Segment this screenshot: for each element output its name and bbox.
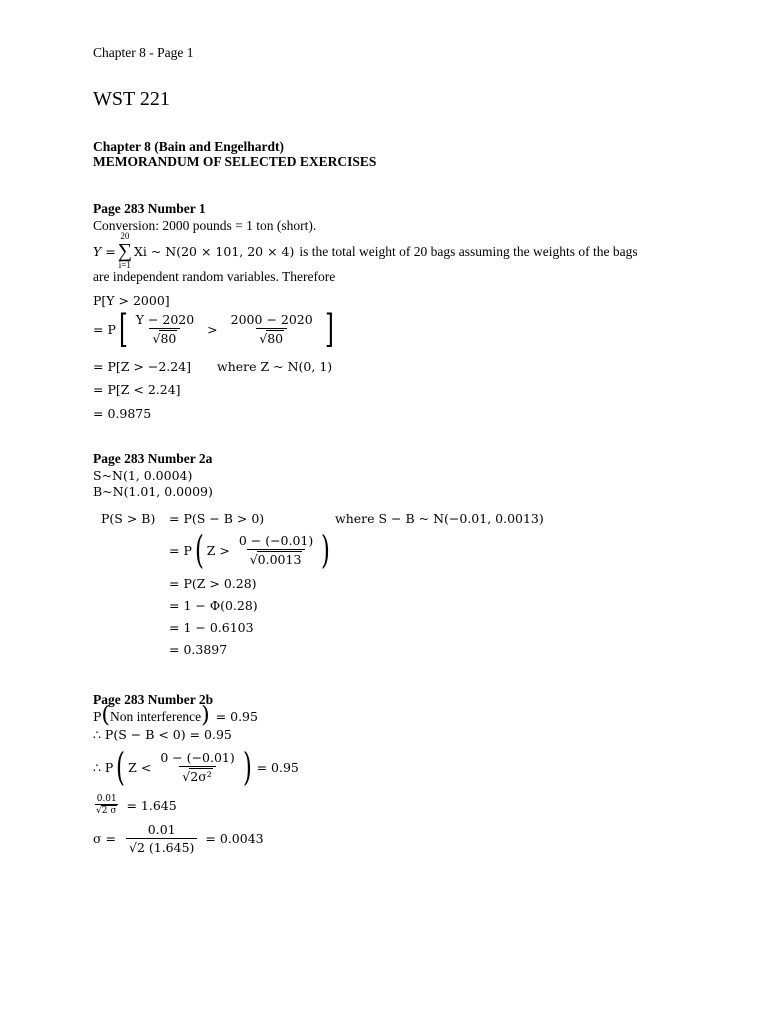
ex2b-fraction (157, 750, 237, 784)
ex2b-line1-rhs: = 0.95 (215, 708, 258, 724)
page-label: Chapter 8 - Page 1 (93, 45, 194, 60)
sqrt-2-group: 2 (1.645) (136, 840, 195, 855)
left-paren-small: ( (101, 703, 111, 728)
fraction-2 (228, 312, 316, 346)
sqrt-80-b: 80 (267, 331, 284, 346)
ex1-step3: = P[Z > −2.24] (93, 359, 192, 374)
ex2b-line1-inner: Non interference (110, 708, 202, 724)
left-paren: ( (194, 528, 204, 572)
ex2b-line3-z: Z < (128, 759, 152, 775)
ex2a-fraction-denominator: √0.0013 (247, 549, 306, 567)
sqrt-0-0013: 0.0013 (257, 552, 302, 567)
sqrt-2-sigma-sq: 2σ² (190, 769, 212, 784)
sum-upper: 20 (120, 231, 130, 241)
ex1-step3-where: where Z ~ N(0, 1) (217, 359, 333, 374)
ex2b-line4-rhs: = 1.645 (126, 797, 177, 813)
ex2b-line3-prefix: ∴ P (93, 759, 114, 775)
right-paren-2: ) (242, 745, 252, 789)
right-paren: ) (321, 528, 331, 572)
sqrt-2-sigma: 2 σ (101, 806, 117, 816)
greater-than: > (207, 321, 218, 337)
ex2a-line6: = 0.3897 (169, 642, 228, 657)
ex2b-heading: Page 283 Number 2b (93, 692, 214, 707)
ex1-equation-line (93, 232, 638, 270)
ex2b-sigma-fraction (126, 822, 197, 855)
ex2b-fraction-numerator: 0 − (−0.01) (160, 750, 235, 765)
memo-title: MEMORANDUM OF SELECTED EXERCISES (93, 154, 377, 169)
chapter-heading (93, 138, 284, 155)
ex2a-fraction-numerator: 0 − (−0.01) (238, 533, 314, 548)
ex1-line2: are independent random variables. Therefore (93, 269, 336, 284)
ex2a-fraction (236, 533, 316, 567)
ex2b-line1-p: P (93, 708, 102, 724)
ex2a-s-dist: S~N(1, 0.0004) (93, 468, 193, 483)
ex2a-line2-prefix: = P (169, 542, 192, 558)
ex1-eq-text: is the total weight of 20 bags assuming the weights of the bags (299, 243, 638, 259)
ex1-eq-right: Xi ~ N(20 × 101, 20 × 4) (133, 243, 295, 259)
ex1-eq-left: Y = (93, 243, 116, 259)
right-paren-small: ) (201, 703, 210, 728)
ex2b-line5-lhs: σ = (93, 831, 116, 846)
ex2b-line2: ∴ P(S − B < 0) = 0.95 (93, 727, 232, 742)
ex2b-small-numerator: 0.01 (96, 794, 117, 804)
fraction-1-numerator: Y − 2020 (135, 312, 195, 327)
ex2a-line2-z: Z > (206, 542, 230, 558)
ex2a-line1-left: P(S > B) (101, 511, 156, 526)
fraction-1-denominator: √80 (149, 328, 180, 346)
sigma-symbol: ∑ (117, 240, 132, 262)
ex2b-sigma-denominator: √2 (1.645) (126, 838, 197, 855)
chapter-source: (Bain and Engelhardt) (154, 139, 285, 154)
sqrt-80: 80 (160, 331, 177, 346)
chapter-title: Chapter 8 (93, 139, 151, 154)
ex1-heading: Page 283 Number 1 (93, 201, 206, 216)
ex2b-sigma-numerator: 0.01 (147, 822, 176, 837)
ex2b-line3 (93, 745, 299, 789)
ex1-step1: P[Y > 2000] (93, 293, 170, 308)
course-title: WST 221 (93, 88, 170, 110)
ex2a-b-dist: B~N(1.01, 0.0009) (93, 484, 213, 499)
ex2b-small-fraction (95, 794, 118, 816)
ex2b-line4 (93, 794, 177, 816)
ex2b-line3-rhs: = 0.95 (256, 759, 299, 775)
fraction-2-denominator: √80 (256, 328, 287, 346)
ex2a-line5: = 1 − 0.6103 (169, 620, 254, 635)
ex2a-line2 (169, 528, 333, 572)
ex2b-fraction-denominator: √2σ² (179, 766, 215, 784)
sum-lower: i=1 (118, 260, 131, 270)
ex1-step4: = P[Z < 2.24] (93, 382, 181, 397)
fraction-1 (133, 312, 197, 346)
left-paren-2: ( (116, 745, 126, 789)
ex2b-small-denominator: √2 σ (96, 806, 117, 816)
ex2a-heading: Page 283 Number 2a (93, 451, 213, 466)
ex2a-line3: = P(Z > 0.28) (169, 576, 257, 591)
summation (118, 232, 132, 270)
ex1-step2-prefix: = P (93, 321, 116, 337)
ex1-conversion: Conversion: 2000 pounds = 1 ton (short). (93, 218, 317, 233)
ex2b-line5-rhs: = 0.0043 (205, 831, 264, 846)
ex2a-line1-right: = P(S − B > 0) (169, 511, 265, 526)
ex2a-line1-where: where S − B ~ N(−0.01, 0.0013) (335, 511, 544, 526)
fraction-2-numerator: 2000 − 2020 (230, 312, 313, 327)
left-bracket: [ (118, 307, 128, 351)
ex2a-line4: = 1 − Φ(0.28) (169, 598, 258, 613)
ex2b-line5 (93, 822, 264, 855)
ex1-step5: = 0.9875 (93, 406, 152, 421)
right-bracket: ] (324, 307, 334, 351)
ex1-step2 (93, 307, 337, 351)
ex2b-line1 (93, 703, 258, 728)
